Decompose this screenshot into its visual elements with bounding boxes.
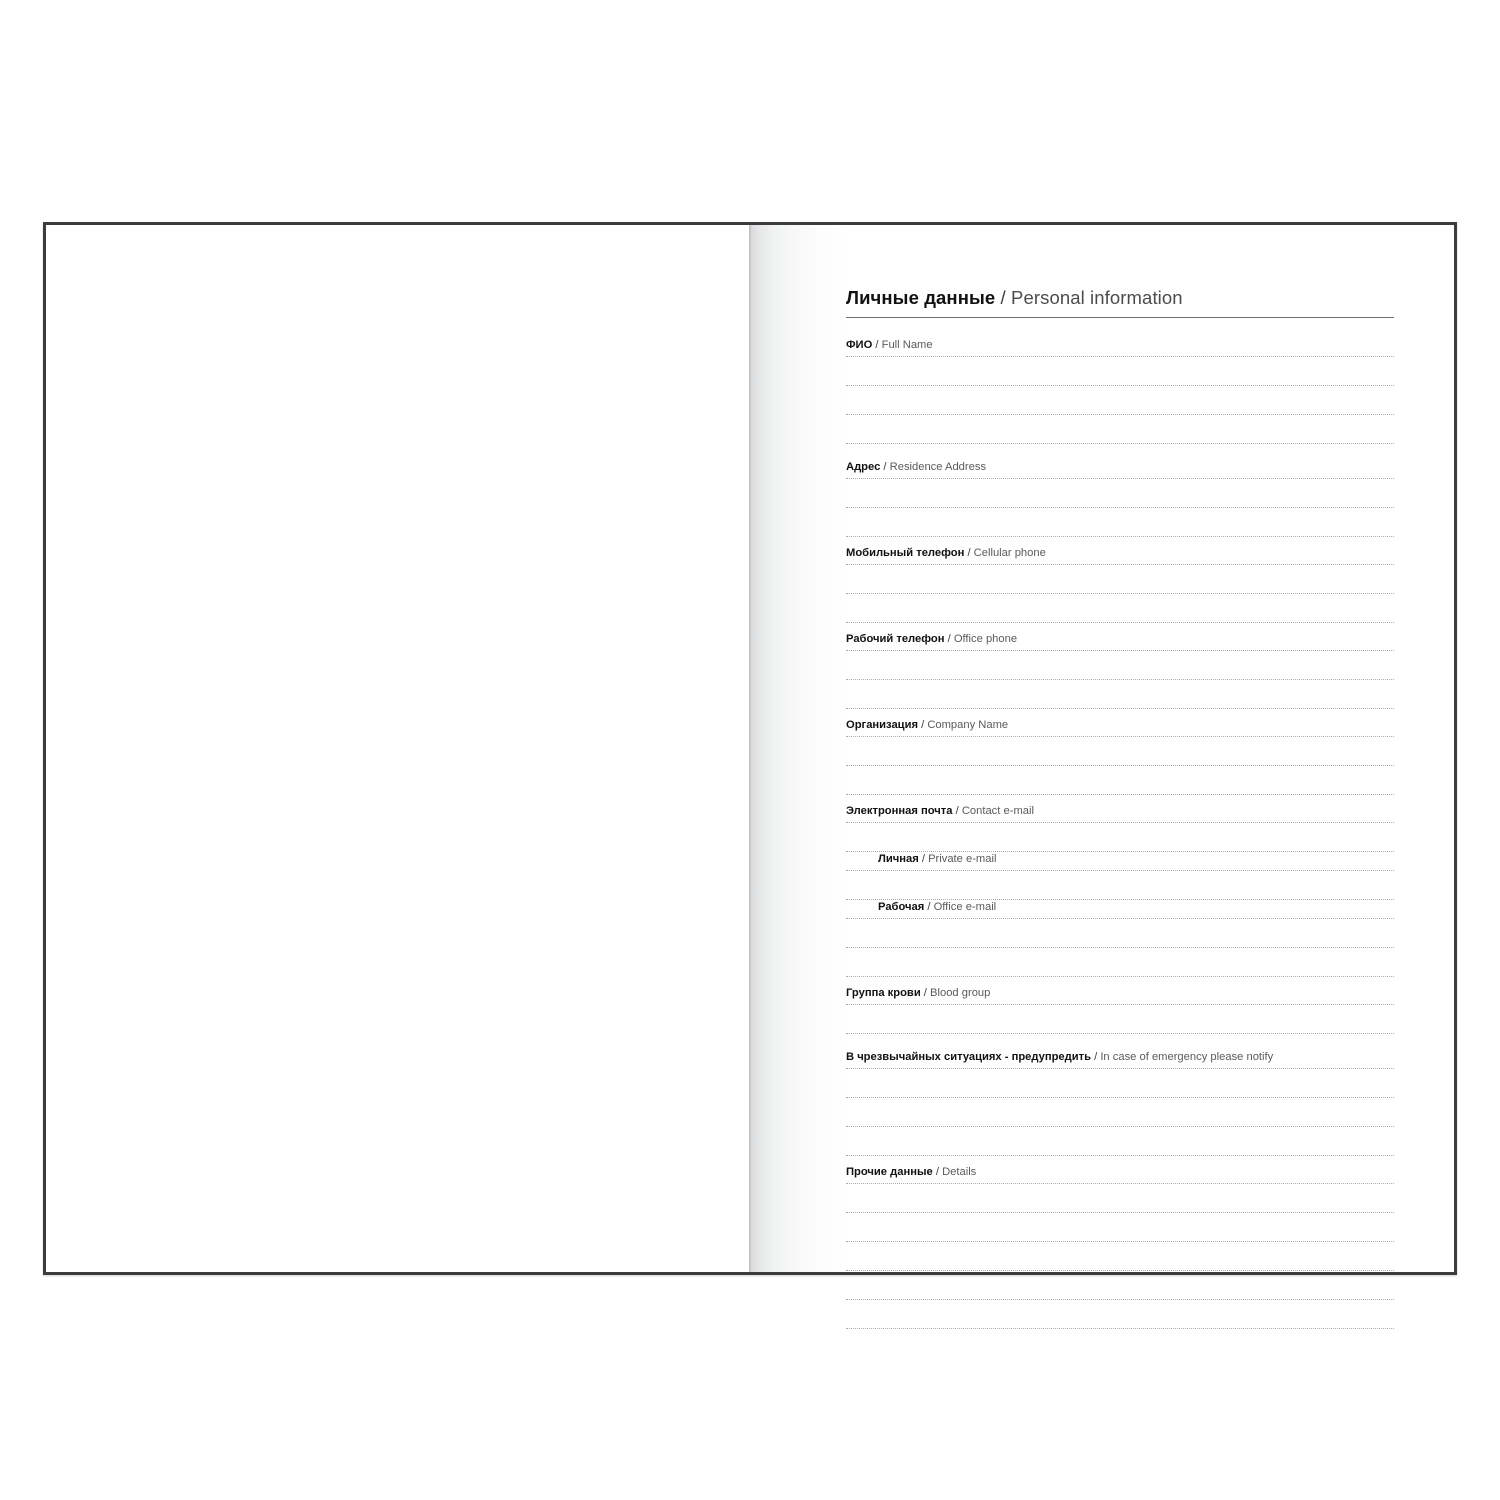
page-title-separator: / xyxy=(995,287,1011,308)
field-label-company-name xyxy=(846,718,1394,736)
spacer xyxy=(846,623,1394,632)
label-separator: / xyxy=(872,339,882,351)
label-en: Blood group xyxy=(930,987,991,999)
label-ru: ФИО xyxy=(846,339,873,351)
field-label-residence-address xyxy=(846,460,1394,478)
label-en: Contact e-mail xyxy=(961,805,1034,817)
field-full-name xyxy=(846,338,1394,444)
label-ru: Мобильный телефон xyxy=(846,547,965,559)
field-contact-email xyxy=(846,804,1394,852)
write-line[interactable] xyxy=(846,822,1394,852)
write-line[interactable] xyxy=(846,478,1394,508)
label-ru: Личная xyxy=(878,853,919,865)
field-label-blood-group xyxy=(846,986,1394,1004)
write-line[interactable] xyxy=(846,918,1394,948)
page-title xyxy=(846,287,1394,318)
page-title-en: Personal information xyxy=(1011,287,1183,308)
label-en: Residence Address xyxy=(889,461,987,473)
notebook-spine xyxy=(749,225,751,1272)
write-line[interactable] xyxy=(846,650,1394,680)
field-details xyxy=(846,1165,1394,1329)
write-line[interactable] xyxy=(846,1300,1394,1329)
field-cellular-phone xyxy=(846,546,1394,623)
label-separator: / xyxy=(1091,1051,1101,1063)
field-label-office-phone xyxy=(846,632,1394,650)
write-line[interactable] xyxy=(846,508,1394,537)
field-label-details xyxy=(846,1165,1394,1183)
label-separator: / xyxy=(880,461,890,473)
label-en: Full Name xyxy=(881,339,933,351)
label-en: Cellular phone xyxy=(973,547,1046,559)
spacer xyxy=(846,444,1394,460)
field-private-email xyxy=(846,852,1394,900)
label-en: In case of emergency please notify xyxy=(1100,1051,1274,1063)
write-line[interactable] xyxy=(846,1242,1394,1271)
write-line[interactable] xyxy=(846,1127,1394,1156)
field-label-contact-email xyxy=(846,804,1394,822)
label-ru: Организация xyxy=(846,719,918,731)
right-page xyxy=(750,225,1454,1272)
write-line[interactable] xyxy=(846,1004,1394,1034)
field-residence-address xyxy=(846,460,1394,537)
label-en: Office phone xyxy=(953,633,1018,645)
label-separator: / xyxy=(932,1166,943,1178)
field-emergency-contact xyxy=(846,1050,1394,1156)
write-line[interactable] xyxy=(846,564,1394,594)
label-ru: Электронная почта xyxy=(846,805,953,817)
write-line[interactable] xyxy=(846,1183,1394,1213)
field-blood-group xyxy=(846,986,1394,1034)
write-line[interactable] xyxy=(846,386,1394,415)
write-line[interactable] xyxy=(846,356,1394,386)
label-separator: / xyxy=(944,633,954,645)
write-line[interactable] xyxy=(846,766,1394,795)
write-line[interactable] xyxy=(846,870,1394,900)
field-label-private-email xyxy=(846,852,1394,870)
label-ru: Адрес xyxy=(846,461,881,473)
write-line[interactable] xyxy=(846,1068,1394,1098)
personal-information-form xyxy=(846,287,1394,1244)
label-separator: / xyxy=(917,719,928,731)
write-line[interactable] xyxy=(846,594,1394,623)
label-ru: Группа крови xyxy=(846,987,921,999)
write-line[interactable] xyxy=(846,1271,1394,1300)
label-ru: Рабочая xyxy=(878,901,925,913)
open-notebook xyxy=(43,222,1457,1275)
spacer xyxy=(846,709,1394,718)
field-label-full-name xyxy=(846,338,1394,356)
spacer xyxy=(846,977,1394,986)
label-en: Company Name xyxy=(927,719,1009,731)
field-office-email xyxy=(846,900,1394,977)
spacer xyxy=(846,795,1394,804)
write-line[interactable] xyxy=(846,1098,1394,1127)
field-label-cellular-phone xyxy=(846,546,1394,564)
label-en: Office e-mail xyxy=(933,901,997,913)
label-ru: Рабочий телефон xyxy=(846,633,945,645)
label-separator: / xyxy=(964,547,974,559)
field-label-emergency-contact xyxy=(846,1050,1394,1068)
write-line[interactable] xyxy=(846,1213,1394,1242)
write-line[interactable] xyxy=(846,680,1394,709)
field-company-name xyxy=(846,718,1394,795)
field-label-office-email xyxy=(846,900,1394,918)
write-line[interactable] xyxy=(846,948,1394,977)
left-page xyxy=(46,225,750,1272)
label-ru: Прочие данные xyxy=(846,1166,933,1178)
label-separator: / xyxy=(924,901,934,913)
field-office-phone xyxy=(846,632,1394,709)
label-ru: В чрезвычайных ситуациях - предупредить xyxy=(846,1051,1091,1063)
page-title-ru: Личные данные xyxy=(846,287,996,308)
spacer xyxy=(846,1034,1394,1050)
label-separator: / xyxy=(952,805,962,817)
label-en: Private e-mail xyxy=(928,853,997,865)
label-separator: / xyxy=(920,987,931,999)
label-en: Details xyxy=(942,1166,977,1178)
write-line[interactable] xyxy=(846,736,1394,766)
spacer xyxy=(846,1156,1394,1165)
spacer xyxy=(846,537,1394,546)
write-line[interactable] xyxy=(846,415,1394,444)
label-separator: / xyxy=(918,853,929,865)
